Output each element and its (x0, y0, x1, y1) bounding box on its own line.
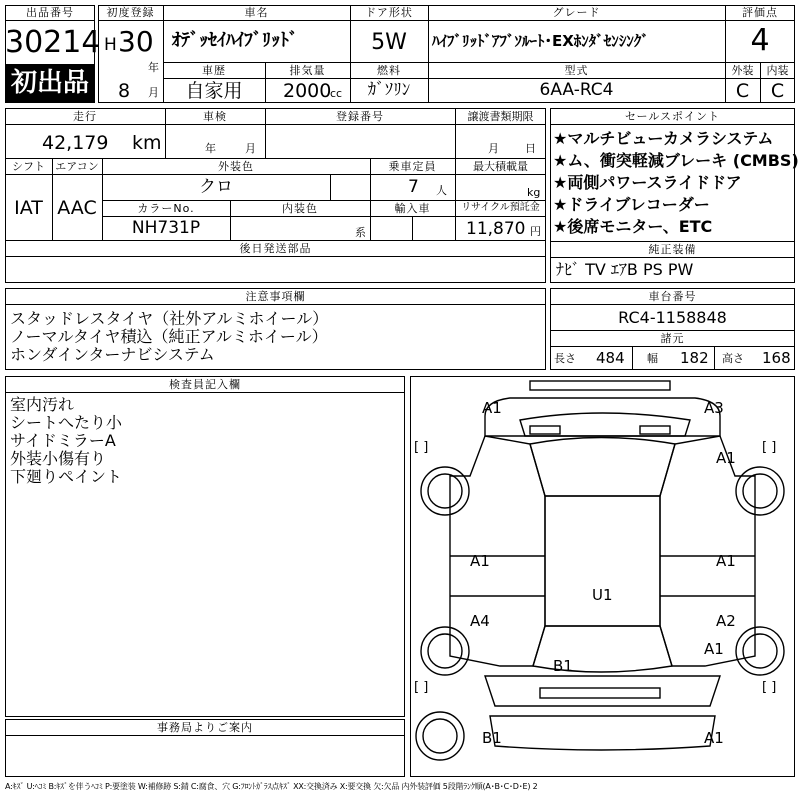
door-label: ドア形状 (365, 6, 413, 19)
notes-label: 注意事項欄 (245, 290, 306, 303)
inspector-line-5: 下廻りペイント (10, 467, 123, 486)
history: 自家用 (185, 80, 243, 102)
sales-point-5: ★後席モニター、ETC (553, 217, 713, 236)
exterior-grade: C (735, 80, 750, 102)
fuel-label: 燃料 (377, 64, 401, 77)
first-entry-badge: 初出品 (6, 64, 94, 102)
score-label: 評価点 (742, 6, 778, 19)
aircon: AAC (57, 197, 97, 219)
damage-mark: A1 (482, 399, 502, 417)
era: H (104, 35, 117, 55)
deferred-parts-label: 後日発送部品 (239, 242, 312, 255)
interior-grade: C (770, 80, 785, 102)
inspector-line-2: シートへたり小 (10, 413, 123, 432)
mileage-label: 走行 (73, 110, 97, 123)
note-line-1: スタッドレスタイヤ（社外アルミホイール） (10, 309, 329, 328)
inspector-label: 検査員記入欄 (169, 378, 241, 391)
transfer-month-unit: 月 (488, 142, 499, 155)
first-reg-label: 初度登録 (106, 6, 155, 19)
note-line-2: ノーマルタイヤ積込（純正アルミホイール） (10, 327, 328, 346)
import-label: 輸入車 (394, 202, 431, 215)
int-color-label: 内装色 (282, 202, 318, 215)
damage-mark: B1 (482, 729, 502, 747)
width: 182 (680, 349, 709, 367)
lot-number: 30214 (5, 25, 101, 60)
damage-mark: A1 (704, 640, 724, 658)
ext-color: クロ (199, 177, 233, 197)
lot-number-label: 出品番号 (26, 6, 74, 19)
mileage-unit: km (132, 132, 162, 154)
height: 168 (762, 349, 791, 367)
reg-no-label: 登録番号 (336, 110, 384, 123)
displacement: 2000 (283, 80, 332, 102)
max-load-label: 最大積載量 (473, 160, 528, 173)
spec-label: 諸元 (660, 332, 685, 345)
inspection-year-unit: 年 (205, 142, 216, 155)
grade-label: グレード (552, 6, 601, 19)
chassis-label: 車台番号 (648, 290, 697, 303)
reg-month: 8 (118, 80, 131, 102)
recycle-fee: 11,870 (466, 219, 526, 239)
equipment-label: 純正装備 (648, 243, 697, 256)
transfer-day-unit: 日 (525, 142, 536, 155)
recycle-label: リサイクル預託金 (461, 202, 540, 213)
month-unit: 月 (148, 86, 159, 99)
capacity-unit: 人 (436, 184, 447, 197)
damage-mark: U1 (592, 586, 613, 604)
model: 6AA-RC4 (539, 80, 614, 100)
sales-point-4: ★ドライブレコーダー (553, 195, 710, 214)
displacement-unit: cc (330, 87, 343, 100)
max-load-unit: kg (527, 186, 541, 199)
length: 484 (596, 349, 625, 367)
color-no-label: カラーNo. (137, 202, 195, 215)
int-color-suffix: 系 (355, 226, 366, 239)
damage-mark: A1 (716, 449, 736, 467)
sales-point-2: ★ム、衝突軽減ブレーキ (CMBS) (553, 151, 799, 170)
damage-mark: A1 (716, 552, 736, 570)
inspection-month-unit: 月 (245, 142, 256, 155)
equipment: ﾅﾋﾞ TV ｴｱB PS PW (556, 260, 694, 279)
reg-year: 30 (118, 25, 154, 58)
year-unit: 年 (148, 61, 159, 74)
car-name-label: 車名 (244, 6, 269, 19)
width-label: 幅 (647, 352, 658, 365)
recycle-unit: 円 (530, 225, 541, 238)
damage-mark: A1 (470, 552, 490, 570)
inspector-line-1: 室内汚れ (10, 395, 75, 414)
inspector-line-4: 外装小傷有り (10, 449, 107, 468)
interior-label: 内装 (766, 64, 789, 77)
damage-mark: A3 (704, 399, 724, 417)
grade: ﾊｲﾌﾞﾘｯﾄﾞｱﾌﾞｿﾙｰﾄ･EXﾎﾝﾀﾞｾﾝｼﾝｸﾞ (432, 32, 649, 50)
damage-mark: B1 (553, 657, 573, 675)
bracket-mark: [ ] (762, 440, 777, 455)
mileage: 42,179 (42, 132, 109, 154)
fuel: ｶﾞｿﾘﾝ (367, 80, 411, 100)
shift-label: シフト (12, 160, 45, 173)
bracket-mark: [ ] (762, 680, 777, 695)
sales-point-1: ★マルチビューカメラシステム (553, 129, 774, 148)
bracket-mark: [ ] (414, 440, 429, 455)
note-line-3: ホンダインターナビシステム (10, 345, 215, 364)
car-name: ｵﾃﾞｯｾｲﾊｲﾌﾞﾘｯﾄﾞ (172, 30, 298, 51)
inspection-label: 車検 (203, 110, 227, 123)
height-label: 高さ (722, 352, 744, 365)
color-no: NH731P (131, 218, 201, 238)
score: 4 (750, 23, 770, 58)
office-label: 事務局よりご案内 (157, 721, 253, 734)
sales-points-label: セールスポイント (624, 110, 720, 123)
ext-color-label: 外装色 (218, 160, 254, 173)
chassis-number: RC4-1158848 (618, 308, 727, 327)
damage-mark: A2 (716, 612, 736, 630)
car-diagram (410, 376, 795, 777)
capacity: 7 (408, 177, 419, 197)
aircon-label: エアコン (55, 160, 99, 173)
legend: A:ｷｽﾞ U:ﾍｺﾐ B:ｷｽﾞを伴うﾍｺﾐ P:要塗装 W:補修跡 S:錆 C:腐食、穴 G:ﾌﾛﾝﾄｶﾞﾗｽ点ｷｽﾞ XX:交換済み X:要交換 欠:欠品 内外装評価 5段階ﾗﾝｸ順(A･B･C･D･E) 2 (5, 782, 538, 791)
sales-point-3: ★両側パワースライドドア (553, 173, 742, 192)
transfer-label: 譲渡書類期限 (467, 110, 534, 123)
model-label: 型式 (564, 64, 589, 77)
history-label: 車歴 (202, 64, 226, 77)
length-label: 長さ (554, 352, 576, 365)
shift: IAT (14, 197, 43, 219)
inspector-line-3: サイドミラーA (10, 431, 116, 450)
damage-mark: A4 (470, 612, 490, 630)
door-type: 5W (371, 30, 407, 55)
bracket-mark: [ ] (414, 680, 429, 695)
capacity-label: 乗車定員 (388, 160, 437, 173)
displacement-label: 排気量 (289, 64, 326, 77)
damage-mark: A1 (704, 729, 724, 747)
exterior-label: 外装 (731, 64, 754, 77)
